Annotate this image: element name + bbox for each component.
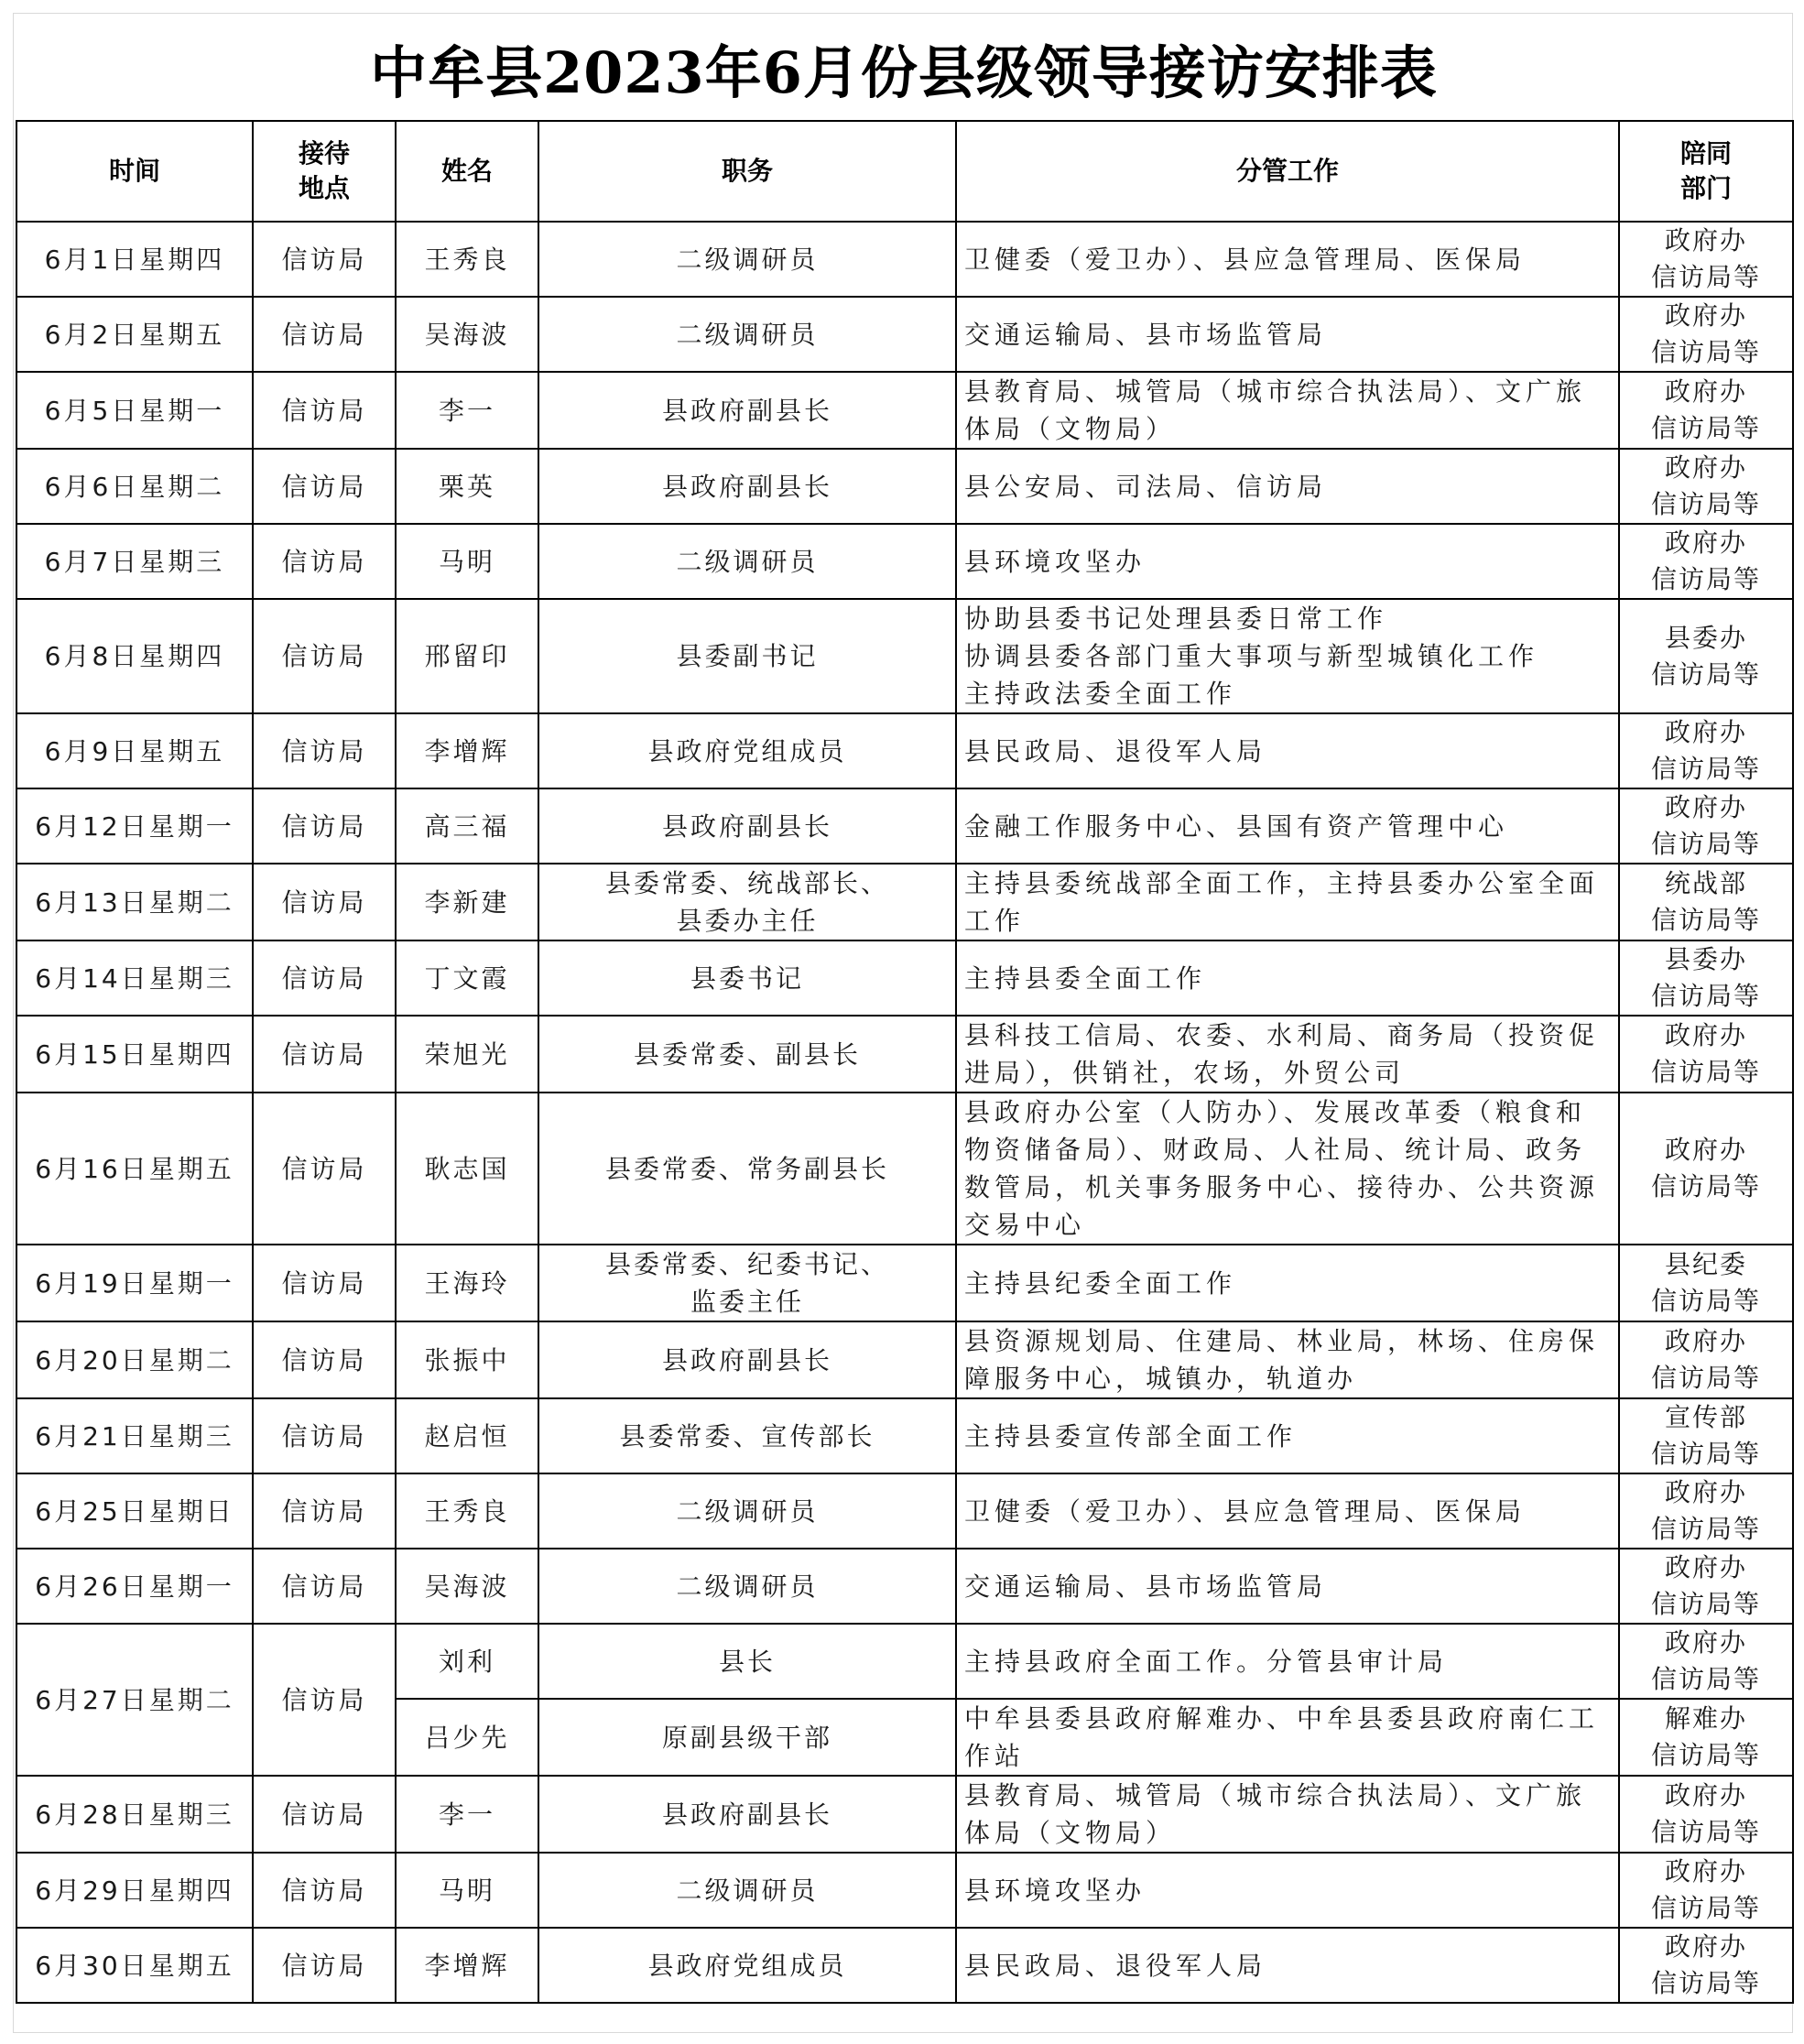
cell-accompany: 政府办 信访局等 bbox=[1619, 713, 1793, 788]
cell-time: 6月20日星期二 bbox=[16, 1321, 253, 1398]
cell-place: 信访局 bbox=[253, 1853, 396, 1928]
cell-place: 信访局 bbox=[253, 788, 396, 864]
cell-accompany: 县委办 信访局等 bbox=[1619, 599, 1793, 713]
table-row bbox=[16, 297, 1793, 372]
cell-place: 信访局 bbox=[253, 372, 396, 449]
cell-accompany: 县纪委 信访局等 bbox=[1619, 1245, 1793, 1321]
cell-accompany: 政府办 信访局等 bbox=[1619, 1549, 1793, 1624]
cell-place: 信访局 bbox=[253, 1928, 396, 2003]
cell-place: 信访局 bbox=[253, 524, 396, 599]
table-row bbox=[16, 1016, 1793, 1093]
cell-name: 丁文霞 bbox=[396, 940, 538, 1016]
cell-place: 信访局 bbox=[253, 1016, 396, 1093]
table-row bbox=[16, 1776, 1793, 1853]
cell-time: 6月15日星期四 bbox=[16, 1016, 253, 1093]
cell-position: 县委副书记 bbox=[538, 599, 956, 713]
cell-time: 6月30日星期五 bbox=[16, 1928, 253, 2003]
cell-time: 6月5日星期一 bbox=[16, 372, 253, 449]
cell-place: 信访局 bbox=[253, 1093, 396, 1245]
cell-place: 信访局 bbox=[253, 940, 396, 1016]
cell-position: 县委常委、纪委书记、 监委主任 bbox=[538, 1245, 956, 1321]
cell-duties: 县民政局、退役军人局 bbox=[956, 713, 1619, 788]
cell-position: 二级调研员 bbox=[538, 1853, 956, 1928]
table-row bbox=[16, 1624, 1793, 1699]
cell-position: 二级调研员 bbox=[538, 524, 956, 599]
cell-position: 县政府党组成员 bbox=[538, 713, 956, 788]
cell-position: 县委常委、常务副县长 bbox=[538, 1093, 956, 1245]
cell-position: 县委常委、统战部长、 县委办主任 bbox=[538, 864, 956, 940]
cell-duties: 主持县委全面工作 bbox=[956, 940, 1619, 1016]
cell-time: 6月25日星期日 bbox=[16, 1473, 253, 1549]
table-row bbox=[16, 1398, 1793, 1473]
cell-duties: 县公安局、司法局、信访局 bbox=[956, 449, 1619, 524]
cell-accompany: 政府办 信访局等 bbox=[1619, 372, 1793, 449]
cell-name: 高三福 bbox=[396, 788, 538, 864]
header-accompany: 陪同 部门 bbox=[1619, 121, 1793, 222]
cell-place: 信访局 bbox=[253, 599, 396, 713]
cell-duties: 中牟县委县政府解难办、中牟县委县政府南仁工作站 bbox=[956, 1699, 1619, 1776]
page-title: 中牟县2023年6月份县级领导接访安排表 bbox=[370, 38, 1438, 106]
cell-name: 王秀良 bbox=[396, 222, 538, 297]
cell-accompany: 政府办 信访局等 bbox=[1619, 297, 1793, 372]
cell-time: 6月16日星期五 bbox=[16, 1093, 253, 1245]
cell-accompany: 政府办 信访局等 bbox=[1619, 1473, 1793, 1549]
cell-accompany: 宣传部 信访局等 bbox=[1619, 1398, 1793, 1473]
cell-time: 6月21日星期三 bbox=[16, 1398, 253, 1473]
cell-name: 李一 bbox=[396, 1776, 538, 1853]
cell-duties: 县环境攻坚办 bbox=[956, 1853, 1619, 1928]
cell-position: 县政府副县长 bbox=[538, 372, 956, 449]
cell-time: 6月7日星期三 bbox=[16, 524, 253, 599]
cell-name: 李新建 bbox=[396, 864, 538, 940]
table-row bbox=[16, 1473, 1793, 1549]
cell-name: 马明 bbox=[396, 524, 538, 599]
cell-position: 县长 bbox=[538, 1624, 956, 1699]
table-row bbox=[16, 940, 1793, 1016]
cell-position: 县政府副县长 bbox=[538, 1321, 956, 1398]
cell-time: 6月12日星期一 bbox=[16, 788, 253, 864]
cell-name: 邢留印 bbox=[396, 599, 538, 713]
cell-name: 赵启恒 bbox=[396, 1398, 538, 1473]
cell-accompany: 政府办 信访局等 bbox=[1619, 524, 1793, 599]
table-row bbox=[16, 524, 1793, 599]
cell-time: 6月27日星期二 bbox=[16, 1624, 253, 1776]
cell-accompany: 政府办 信访局等 bbox=[1619, 1321, 1793, 1398]
cell-time: 6月13日星期二 bbox=[16, 864, 253, 940]
cell-place: 信访局 bbox=[253, 1473, 396, 1549]
cell-name: 荣旭光 bbox=[396, 1016, 538, 1093]
table-row bbox=[16, 788, 1793, 864]
table-row bbox=[16, 222, 1793, 297]
cell-name: 栗英 bbox=[396, 449, 538, 524]
table-row bbox=[16, 449, 1793, 524]
cell-position: 县委书记 bbox=[538, 940, 956, 1016]
cell-duties: 交通运输局、县市场监管局 bbox=[956, 1549, 1619, 1624]
table-row bbox=[16, 1093, 1793, 1245]
cell-position: 二级调研员 bbox=[538, 297, 956, 372]
cell-name: 王海玲 bbox=[396, 1245, 538, 1321]
cell-position: 县政府副县长 bbox=[538, 1776, 956, 1853]
cell-duties: 交通运输局、县市场监管局 bbox=[956, 297, 1619, 372]
cell-duties: 县教育局、城管局（城市综合执法局）、文广旅体局（文物局） bbox=[956, 1776, 1619, 1853]
cell-duties: 主持县委统战部全面工作，主持县委办公室全面工作 bbox=[956, 864, 1619, 940]
header-row bbox=[16, 121, 1793, 222]
cell-position: 二级调研员 bbox=[538, 1473, 956, 1549]
table-row bbox=[16, 1549, 1793, 1624]
table-row bbox=[16, 1245, 1793, 1321]
cell-position: 县委常委、宣传部长 bbox=[538, 1398, 956, 1473]
cell-place: 信访局 bbox=[253, 1245, 396, 1321]
header-time: 时间 bbox=[16, 121, 253, 222]
cell-accompany: 县委办 信访局等 bbox=[1619, 940, 1793, 1016]
table-row bbox=[16, 864, 1793, 940]
cell-name: 李一 bbox=[396, 372, 538, 449]
cell-accompany: 政府办 信访局等 bbox=[1619, 1093, 1793, 1245]
cell-accompany: 政府办 信访局等 bbox=[1619, 449, 1793, 524]
cell-duties: 主持县政府全面工作。分管县审计局 bbox=[956, 1624, 1619, 1699]
cell-position: 县委常委、副县长 bbox=[538, 1016, 956, 1093]
cell-duties: 县环境攻坚办 bbox=[956, 524, 1619, 599]
cell-name: 李增辉 bbox=[396, 1928, 538, 2003]
header-place: 接待 地点 bbox=[253, 121, 396, 222]
cell-duties: 县政府办公室（人防办）、发展改革委（粮食和物资储备局）、财政局、人社局、统计局、政务数管局，机关事务服务中心、接待办、公共资源交易中心 bbox=[956, 1093, 1619, 1245]
schedule-sheet bbox=[13, 13, 1793, 2033]
cell-position: 县政府副县长 bbox=[538, 449, 956, 524]
cell-name: 李增辉 bbox=[396, 713, 538, 788]
cell-name: 吴海波 bbox=[396, 297, 538, 372]
cell-time: 6月9日星期五 bbox=[16, 713, 253, 788]
cell-place: 信访局 bbox=[253, 1776, 396, 1853]
header-duties: 分管工作 bbox=[956, 121, 1619, 222]
cell-name: 张振中 bbox=[396, 1321, 538, 1398]
cell-duties: 卫健委（爱卫办）、县应急管理局、医保局 bbox=[956, 222, 1619, 297]
cell-accompany: 政府办 信访局等 bbox=[1619, 1016, 1793, 1093]
cell-position: 县政府党组成员 bbox=[538, 1928, 956, 2003]
cell-position: 二级调研员 bbox=[538, 222, 956, 297]
cell-name: 吴海波 bbox=[396, 1549, 538, 1624]
cell-place: 信访局 bbox=[253, 713, 396, 788]
cell-duties: 县教育局、城管局（城市综合执法局）、文广旅体局（文物局） bbox=[956, 372, 1619, 449]
cell-accompany: 政府办 信访局等 bbox=[1619, 1853, 1793, 1928]
cell-accompany: 政府办 信访局等 bbox=[1619, 1624, 1793, 1699]
cell-time: 6月8日星期四 bbox=[16, 599, 253, 713]
cell-accompany: 统战部 信访局等 bbox=[1619, 864, 1793, 940]
cell-duties: 县资源规划局、住建局、林业局，林场、住房保障服务中心，城镇办，轨道办 bbox=[956, 1321, 1619, 1398]
cell-place: 信访局 bbox=[253, 1549, 396, 1624]
table-row bbox=[16, 1928, 1793, 2003]
cell-name: 吕少先 bbox=[396, 1699, 538, 1776]
cell-name: 耿志国 bbox=[396, 1093, 538, 1245]
cell-time: 6月2日星期五 bbox=[16, 297, 253, 372]
cell-place: 信访局 bbox=[253, 449, 396, 524]
table-body bbox=[16, 222, 1793, 2003]
cell-name: 刘利 bbox=[396, 1624, 538, 1699]
cell-place: 信访局 bbox=[253, 297, 396, 372]
cell-place: 信访局 bbox=[253, 222, 396, 297]
header-name: 姓名 bbox=[396, 121, 538, 222]
cell-place: 信访局 bbox=[253, 1398, 396, 1473]
cell-time: 6月6日星期二 bbox=[16, 449, 253, 524]
cell-duties: 主持县委宣传部全面工作 bbox=[956, 1398, 1619, 1473]
cell-accompany: 解难办 信访局等 bbox=[1619, 1699, 1793, 1776]
table-row bbox=[16, 713, 1793, 788]
cell-place: 信访局 bbox=[253, 1321, 396, 1398]
cell-duties: 卫健委（爱卫办）、县应急管理局、医保局 bbox=[956, 1473, 1619, 1549]
cell-time: 6月1日星期四 bbox=[16, 222, 253, 297]
cell-duties: 金融工作服务中心、县国有资产管理中心 bbox=[956, 788, 1619, 864]
cell-time: 6月26日星期一 bbox=[16, 1549, 253, 1624]
cell-name: 马明 bbox=[396, 1853, 538, 1928]
cell-time: 6月28日星期三 bbox=[16, 1776, 253, 1853]
cell-accompany: 政府办 信访局等 bbox=[1619, 1776, 1793, 1853]
table-row bbox=[16, 1321, 1793, 1398]
schedule-table bbox=[16, 120, 1794, 2004]
table-row bbox=[16, 599, 1793, 713]
cell-time: 6月14日星期三 bbox=[16, 940, 253, 1016]
table-row bbox=[16, 372, 1793, 449]
header-position: 职务 bbox=[538, 121, 956, 222]
cell-position: 原副县级干部 bbox=[538, 1699, 956, 1776]
cell-position: 二级调研员 bbox=[538, 1549, 956, 1624]
cell-place: 信访局 bbox=[253, 1624, 396, 1776]
cell-time: 6月29日星期四 bbox=[16, 1853, 253, 1928]
cell-accompany: 政府办 信访局等 bbox=[1619, 788, 1793, 864]
cell-place: 信访局 bbox=[253, 864, 396, 940]
cell-accompany: 政府办 信访局等 bbox=[1619, 222, 1793, 297]
cell-position: 县政府副县长 bbox=[538, 788, 956, 864]
cell-duties: 协助县委书记处理县委日常工作 协调县委各部门重大事项与新型城镇化工作 主持政法委全面工作 bbox=[956, 599, 1619, 713]
cell-duties: 主持县纪委全面工作 bbox=[956, 1245, 1619, 1321]
cell-duties: 县科技工信局、农委、水利局、商务局（投资促进局），供销社，农场，外贸公司 bbox=[956, 1016, 1619, 1093]
cell-name: 王秀良 bbox=[396, 1473, 538, 1549]
cell-duties: 县民政局、退役军人局 bbox=[956, 1928, 1619, 2003]
cell-time: 6月19日星期一 bbox=[16, 1245, 253, 1321]
cell-accompany: 政府办 信访局等 bbox=[1619, 1928, 1793, 2003]
table-row bbox=[16, 1853, 1793, 1928]
